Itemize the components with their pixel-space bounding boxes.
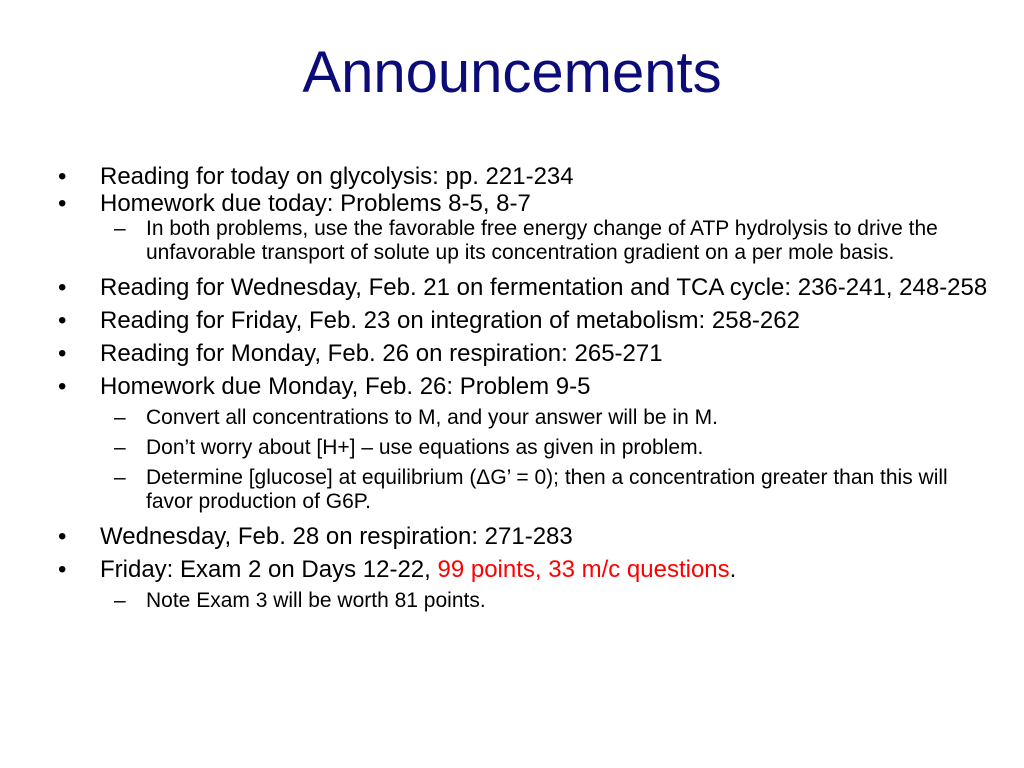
sub-bullet-text: Determine [glucose] at equilibrium (ΔG’ = 0); then a concentration greater than this will favor production of G6P. <box>146 466 948 513</box>
bullet-icon: • <box>58 274 67 301</box>
sub-bullet-text: Don’t worry about [H+] – use equations as given in problem. <box>146 436 704 459</box>
bullet-list <box>58 163 988 619</box>
bullet-item <box>58 556 988 583</box>
bullet-icon: • <box>58 373 67 400</box>
bullet-item <box>58 190 988 217</box>
bullet-icon: • <box>58 163 67 190</box>
sub-bullet-text: Note Exam 3 will be worth 81 points. <box>146 589 486 612</box>
sub-bullet-item <box>58 217 988 265</box>
bullet-item <box>58 307 988 334</box>
bullet-text: Reading for Friday, Feb. 23 on integration of metabolism: 258-262 <box>100 307 800 334</box>
bullet-text: Reading for Monday, Feb. 26 on respiration: 265-271 <box>100 340 663 367</box>
bullet-text: Homework due today: Problems 8-5, 8-7 <box>100 190 531 217</box>
sub-bullet-item <box>58 466 988 514</box>
bullet-icon: • <box>58 523 67 550</box>
exam-points-highlight: 99 points, 33 m/c questions <box>437 556 730 583</box>
bullet-item <box>58 274 988 301</box>
dash-icon: – <box>114 436 126 459</box>
bullet-icon: • <box>58 307 67 334</box>
sub-bullet-item <box>58 436 988 460</box>
dash-icon: – <box>114 406 126 429</box>
bullet-icon: • <box>58 556 67 583</box>
dash-icon: – <box>114 217 126 240</box>
sub-bullet-text: Convert all concentrations to M, and your answer will be in M. <box>146 406 718 429</box>
sub-bullet-item <box>58 589 988 613</box>
bullet-text: Reading for Wednesday, Feb. 21 on fermentation and TCA cycle: 236-241, 248-258 <box>100 274 988 301</box>
bullet-icon: • <box>58 340 67 367</box>
slide-title: Announcements <box>302 40 722 105</box>
bullet-item <box>58 373 988 400</box>
bullet-text: Homework due Monday, Feb. 26: Problem 9-5 <box>100 373 591 400</box>
bullet-icon: • <box>58 190 67 217</box>
dash-icon: – <box>114 589 126 612</box>
bullet-text-prefix: Friday: Exam 2 on Days 12-22, <box>100 556 438 583</box>
sub-bullet-item <box>58 406 988 430</box>
bullet-text: Wednesday, Feb. 28 on respiration: 271-283 <box>100 523 573 550</box>
dash-icon: – <box>114 466 126 489</box>
bullet-item <box>58 163 988 190</box>
bullet-text: Reading for today on glycolysis: pp. 221-234 <box>100 163 574 190</box>
bullet-text-suffix: . <box>729 556 737 583</box>
sub-bullet-text: In both problems, use the favorable free energy change of ATP hydrolysis to drive the unfavorable transport of solute up its concentration gradient on a per mole basis. <box>146 217 938 264</box>
bullet-item <box>58 340 988 367</box>
bullet-item <box>58 523 988 550</box>
